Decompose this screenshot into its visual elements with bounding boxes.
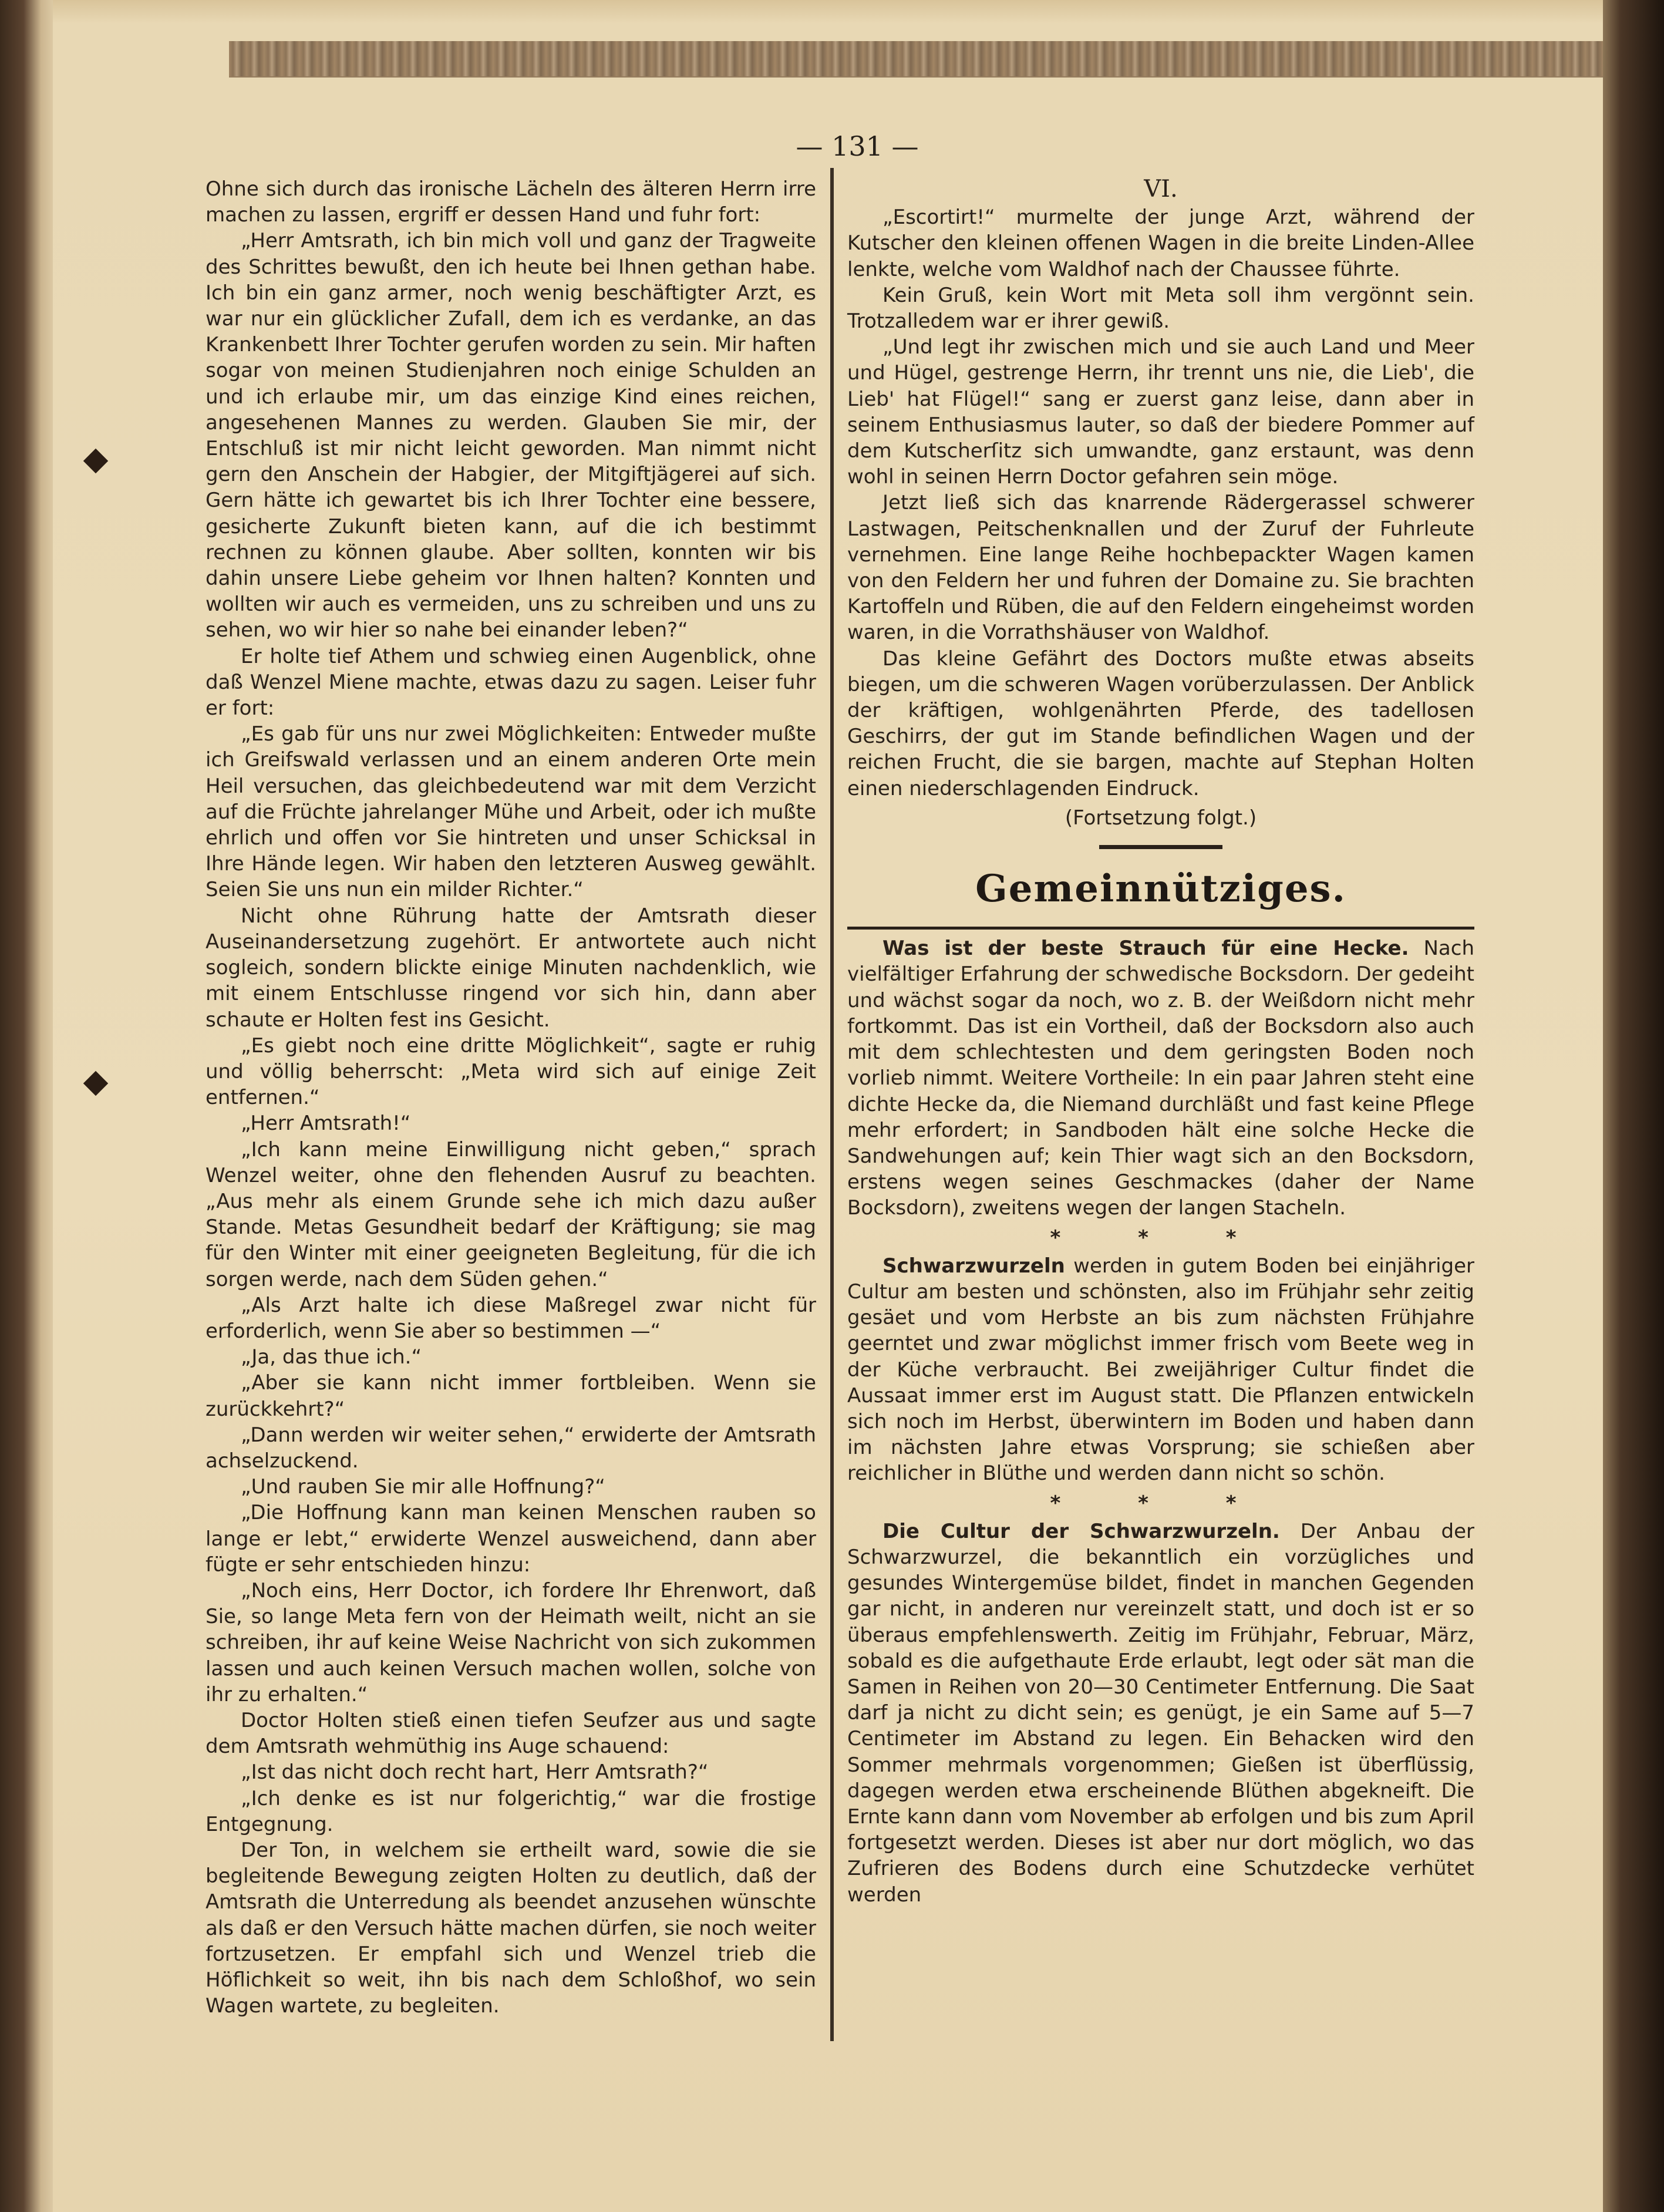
paragraph: „Ist das nicht doch recht hart, Herr Amtsrath?“ (241, 1760, 709, 1785)
article (847, 1253, 1474, 1487)
column-divider (830, 168, 834, 2041)
paragraph: Ohne sich durch das ironische Lächeln des älteren Herrn irre machen zu lassen, ergriff er dessen Hand und fuhr fort: (206, 177, 816, 227)
article-text: Nach vielfältiger Erfahrung der schwedische Bocksdorn. Der gedeiht und wächst sogar da noch, wo z. B. der Weißdorn nicht mehr fortkommt. Das ist ein Vortheil, daß der Bocksdorn also auch mit dem schlechtesten und dem geringsten Boden noch vorlieb nimmt. Weitere Vortheile: In ein paar Jahren steht eine dichte Hecke da, die Niemand durchläßt und fast keine Pflege mehr erfordert; in Sandboden hält eine solche Hecke die Sandwehungen auf; kein Thier wagt sich an den Bocksdorn, erstens wegen seines Geschmackes (daher der Name Bocksdorn), zweitens wegen der langen Stacheln. (847, 937, 1474, 1220)
article-text: Der Anbau der Schwarzwurzel, die bekanntlich ein vorzügliches und gesundes Wintergemüse bildet, findet in manchen Gegenden gar nicht, in anderen nur vereinzelt statt, und doch ist er so überaus empfehlenswerth. Zeitig im Frühjahr, Februar, März, sobald es die aufgethaute Erde erlaubt, legt oder sät man die Samen in Reihen von 20—30 Centimeter Entfernung. Die Saat darf ja nicht zu dicht sein; es genügt, je ein Same auf 5—7 Centimeter im Abstand zu legen. Ein Behacken wird den Sommer mehrmals vorgenommen; Gießen ist überflüssig, dagegen werden etwa erscheinende Blüthen abgekneift. Die Ernte kann dann vom November ab erfolgen und bis zum April fortgesetzt werden. Dieses ist aber nur dort möglich, wo das Zufrieren des Bodens durch eine Schutzdecke verhütet werden (847, 1519, 1474, 1907)
page-top-edge (229, 41, 1603, 78)
paragraph: „Aber sie kann nicht immer fortbleiben. Wenn sie zurückkehrt?“ (206, 1371, 816, 1421)
article (847, 1519, 1474, 1908)
paragraph: „Und rauben Sie mir alle Hoffnung?“ (241, 1475, 605, 1499)
section-number: VI. (1144, 176, 1178, 203)
paragraph: „Als Arzt halte ich diese Maßregel zwar nicht für erforderlich, wenn Sie aber so bestimmen —“ (206, 1293, 816, 1343)
paragraph: „Ich denke es ist nur folgerichtig,“ war die frostige Entgegnung. (206, 1786, 816, 1836)
right-column (847, 176, 1474, 1908)
paragraph: „Herr Amtsrath, ich bin mich voll und ganz der Tragweite des Schrittes bewußt, den ich heute bei Ihnen gethan habe. Ich bin ein ganz armer, noch wenig beschäftigter Arzt, es war nur ein glücklicher Zufall, dem ich es verdanke, an das Krankenbett Ihrer Tochter gerufen worden zu sein. Mir haften sogar von meinen Studienjahren noch einige Schulden an und ich erlaube mir, um das einzige Kind eines reichen, angesehenen Mannes zu werden. Glauben Sie mir, der Entschluß ist mir nicht leicht geworden. Man nimmt nicht gern den Anschein der Habgier, der Mitgiftjägerei auf sich. Gern hätte ich gewartet bis ich Ihrer Tochter eine bessere, gesicherte Zukunft bieten kann, auf die ich bestimmt rechnen zu können glaube. Aber sollten, konnten wir bis dahin unsere Liebe geheim vor Ihnen halten? Konnten und wollten wir auch es vermeiden, uns zu schreiben und uns zu sehen, wo wir hier so nahe bei einander leben?“ (206, 229, 816, 642)
paragraph: Er holte tief Athem und schwieg einen Augenblick, ohne daß Wenzel Miene machte, etwas dazu zu sagen. Leiser fuhr er fort: (206, 644, 816, 721)
paragraph: Doctor Holten stieß einen tiefen Seufzer aus und sagte dem Amtsrath wehmüthig ins Auge schauend: (206, 1708, 816, 1759)
article-text: werden in gutem Boden bei einjähriger Cultur am besten und schönsten, also im Frühjahr sehr zeitig gesäet und vom Herbste an bis zum nächsten Frühjahre geerntet und zwar möglichst immer frisch vom Beete weg in der Küche verbraucht. Bei zweijähriger Cultur findet die Aussaat immer erst im August statt. Die Pflanzen entwickeln sich noch im Herbst, überwintern im Boden und haben dann im nächsten Jahre etwas Vorsprung; sie schießen aber reichlicher in Blüthe und werden dann nicht so schön. (847, 1254, 1474, 1486)
paragraph: Nicht ohne Rührung hatte der Amtsrath dieser Auseinandersetzung zugehört. Er antwortete auch nicht sogleich, sondern blickte einige Minuten nachdenklich, wie mit einem Entschlusse ringend vor sich hin, dann aber schaute er Holten fest ins Gesicht. (206, 904, 816, 1032)
paragraph: „Dann werden wir weiter sehen,“ erwiderte der Amtsrath achselzuckend. (206, 1423, 816, 1473)
left-column (206, 176, 816, 2019)
page-number: — 131 — (796, 130, 919, 162)
paragraph: Der Ton, in welchem sie ertheilt ward, sowie die sie begleitende Bewegung zeigten Holten zu deutlich, daß der Amtsrath die Unterredung als beendet anzusehen wünschte als daß er den Versuch hätte machen dürfen, sie noch weiter fortzusetzen. Er empfahl sich und Wenzel trieb die Höflichkeit so weit, ihn bis nach dem Schloßhof, wo sein Wagen wartete, zu begleiten. (206, 1839, 816, 2018)
paragraph: Jetzt ließ sich das knarrende Rädergerassel schwerer Lastwagen, Peitschenknallen und der Zuruf der Fuhrleute vernehmen. Eine lange Reihe hochbepackter Wagen kamen von den Feldern her und fuhren der Domaine zu. Sie brachten Kartoffeln und Rüben, die auf den Feldern eingeheimst worden waren, in die Vorrathshäuser von Waldhof. (847, 491, 1474, 645)
paragraph: „Die Hoffnung kann man keinen Menschen rauben so lange er lebt,“ erwiderte Wenzel ausweichend, dann aber fügte er sehr entschieden hinzu: (206, 1501, 816, 1577)
separator: * * * (1050, 1491, 1272, 1515)
section-rule (1099, 845, 1222, 849)
paragraph: „Und legt ihr zwischen mich und sie auch Land und Meer und Hügel, gestrenge Herrn, ihr trennt uns nie, die Lieb', die Lieb' hat Flügel!“ sang er zuerst ganz leise, dann aber in seinem Enthusiasmus lauter, so daß der biedere Pommer auf dem Kutscherſitz sich umwandte, ganz erstaunt, was denn wohl in seinen Herrn Doctor gefahren sein möge. (847, 335, 1474, 489)
article-lead: Die Cultur der Schwarzwurzeln. (882, 1519, 1280, 1543)
paragraph: Das kleine Gefährt des Doctors mußte etwas abseits biegen, um die schweren Wagen vorüberzulassen. Der Anblick der kräftigen, wohlgenährten Pferde, des tadellosen Geschirrs, der gut im Stande befindlichen Wagen und der reichen Frucht, die sie bargen, machte auf Stephan Holten einen niederschlagenden Eindruck. (847, 647, 1474, 800)
paragraph: „Noch eins, Herr Doctor, ich fordere Ihr Ehrenwort, daß Sie, so lange Meta fern von der Heimath weilt, nicht an sie schreiben, ihr auf keine Weise Nachricht von sich zukommen lassen und auch keinen Versuch machen wollen, solche von ihr zu erhalten.“ (206, 1578, 816, 1706)
article (847, 935, 1474, 1221)
paragraph: „Es giebt noch eine dritte Möglichkeit“, sagte er ruhig und völlig beherrscht: „Meta wird sich auf einige Zeit entfernen.“ (206, 1033, 816, 1110)
paragraph: „Escortirt!“ murmelte der junge Arzt, während der Kutscher den kleinen offenen Wagen in die breite Linden-Allee lenkte, welche vom Waldhof nach der Chaussee führte. (847, 206, 1474, 281)
section-heading: Gemeinnütziges. (975, 867, 1346, 911)
separator: * * * (1050, 1225, 1272, 1250)
paragraph: Kein Gruß, kein Wort mit Meta soll ihm vergönnt sein. Trotzalledem war er ihrer gewiß. (847, 283, 1474, 334)
paragraph: „Ja, das thue ich.“ (241, 1345, 422, 1369)
article-lead: Was ist der beste Strauch für eine Hecke. (882, 937, 1409, 961)
paragraph: „Es gab für uns nur zwei Möglichkeiten: Entweder mußte ich Greifswald verlassen und an einem anderen Orte mein Heil versuchen, das gleichbedeutend war mit dem Verzicht auf die Früchte jahrelanger Mühe und Arbeit, oder ich mußte ehrlich und offen vor Sie hintreten und unser Schicksal in Ihre Hände legen. Wir haben den letzteren Ausweg gewählt. Seien Sie uns nun ein milder Richter.“ (206, 722, 816, 902)
continued-note: (Fortsetzung folgt.) (1065, 806, 1257, 830)
article-lead: Schwarzwurzeln (882, 1254, 1065, 1278)
paragraph: „Ich kann meine Einwilligung nicht geben,“ sprach Wenzel weiter, ohne den flehenden Ausruf zu beachten. „Aus mehr als einem Grunde sehe ich mich dazu außer Stande. Metas Gesundheit bedarf der Kräftigung; sie mag für den Winter mit einer geeigneten Begleitung, für die ich sorgen werde, nach dem Süden gehen.“ (206, 1137, 816, 1291)
heading-rule (847, 927, 1474, 930)
paragraph: „Herr Amtsrath!“ (241, 1112, 411, 1136)
